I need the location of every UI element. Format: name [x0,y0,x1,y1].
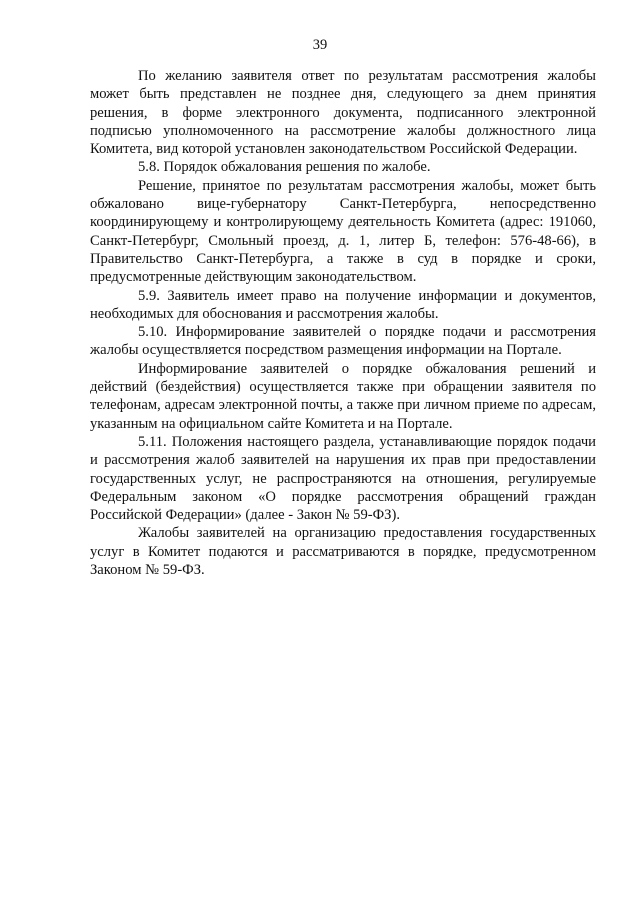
paragraph-response-form: По желанию заявителя ответ по результатам рассмотрения жалобы может быть представлен не позднее дня, следующего за днем принятия решения, в форме электронного документа, подписанного электронной подписью уполномоченного на рассмотрение жалобы должностного лица Комитета, вид которой установлен законодательством Российской Федерации. [90,68,596,158]
document-body [90,67,596,579]
paragraph-section-5-11: 5.11. Положения настоящего раздела, устанавливающие порядок подачи и рассмотрения жалоб заявителей на нарушения их прав при предоставлении государственных услуг, не распространяются на отношения, регулируемые Федеральным законом «О порядке рассмотрения обращений граждан Российской Федерации» (далее - Закон № 59-ФЗ). [90,433,596,524]
paragraph-appeal-procedure: Решение, принятое по результатам рассмотрения жалобы, может быть обжаловано вице-губернатору Санкт-Петербурга, непосредственно координирующему и контролирующему деятельность Комитета (адрес: 191060, Санкт-Петербург, Смольный проезд, д. 1, литер Б, телефон: 576-48-66), в Правительство Санкт-Петербурга, а также в суд в порядке и сроки, предусмотренные действующим законодательством. [90,177,596,286]
paragraph-informing-contacts: Информирование заявителей о порядке обжалования решений и действий (бездействия) осуществляется также при обращении заявителя по телефонам, адресам электронной почты, а также при личном приеме по адресам, указанным на официальном сайте Комитета и на Портале. [90,360,596,432]
paragraph-section-5-8-heading: 5.8. Порядок обжалования решения по жалобе. [138,159,431,176]
paragraph-section-5-9: 5.9. Заявитель имеет право на получение информации и документов, необходимых для обоснования и рассмотрения жалобы. [90,287,596,322]
page-number: 39 [312,37,328,53]
paragraph-complaints-law-59: Жалобы заявителей на организацию предоставления государственных услуг в Комитет подаются и рассматриваются в порядке, предусмотренном Законом № 59-ФЗ. [90,525,596,579]
paragraph-section-5-10: 5.10. Информирование заявителей о порядке подачи и рассмотрения жалобы осуществляется посредством размещения информации на Портале. [90,324,596,359]
